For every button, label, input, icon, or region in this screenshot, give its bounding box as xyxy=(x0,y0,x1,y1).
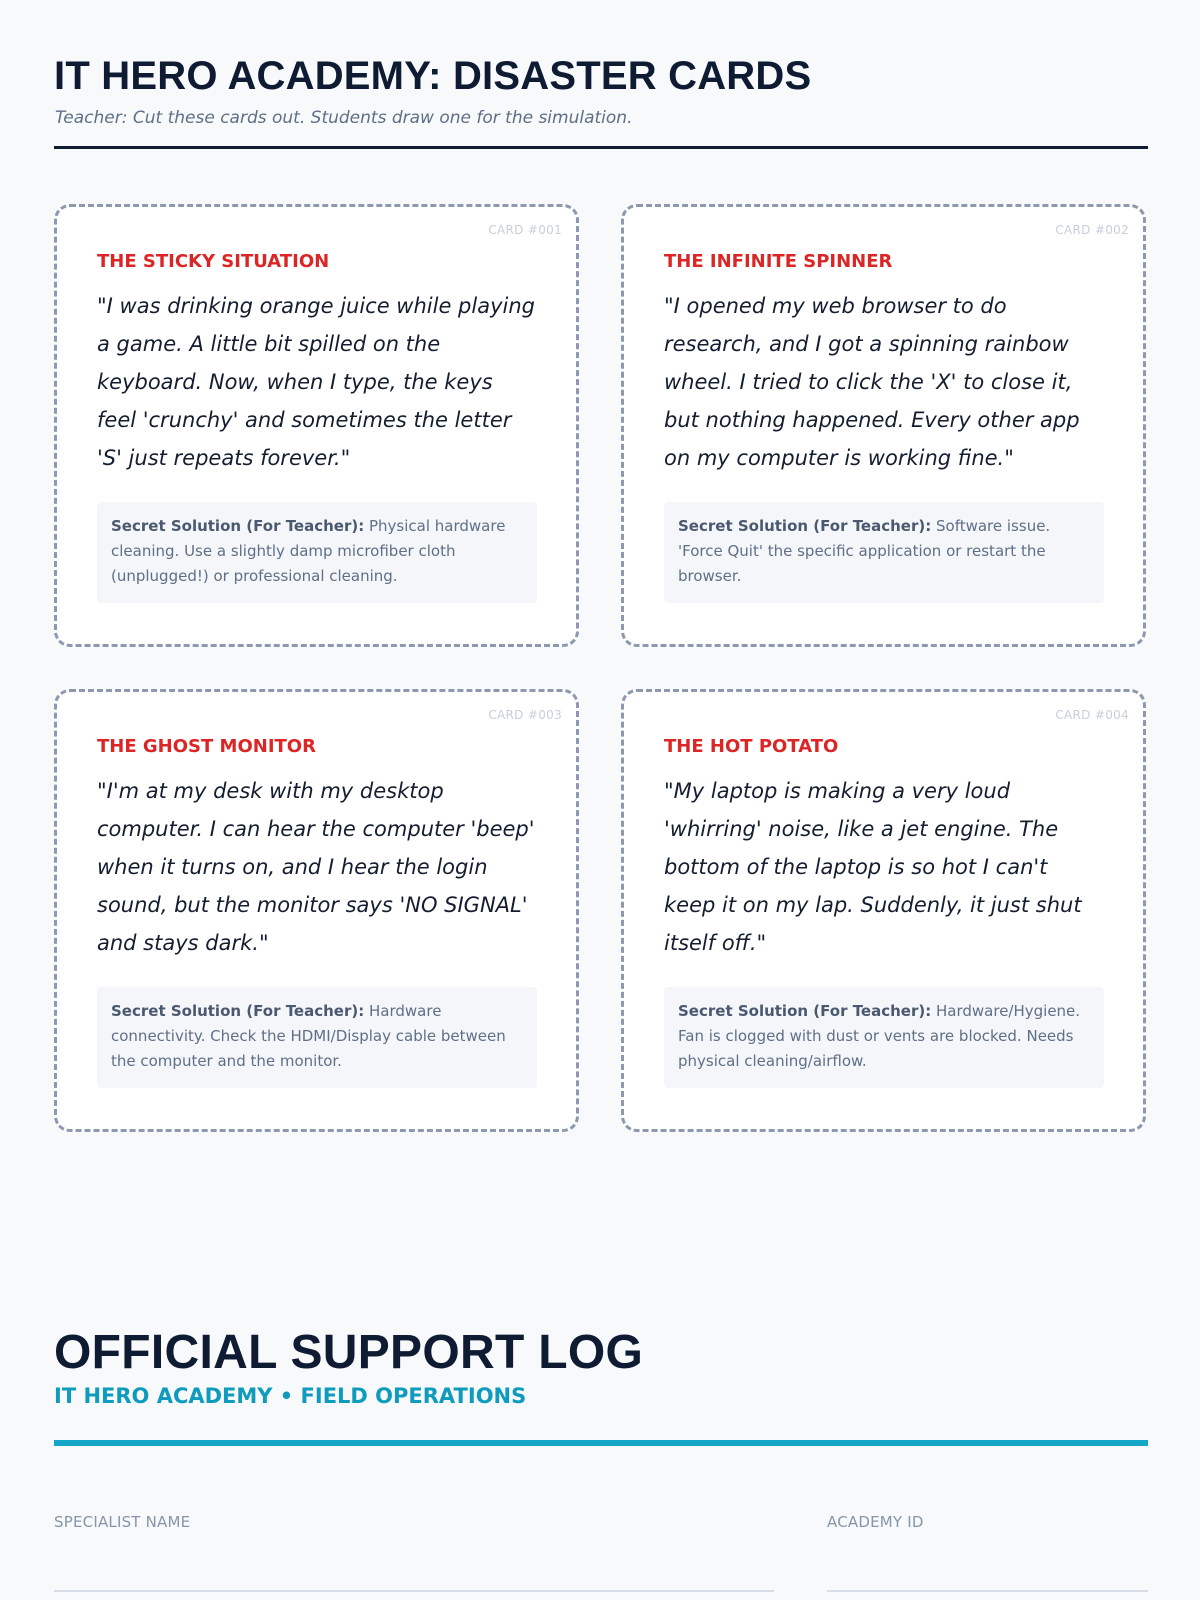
card-id: CARD #003 xyxy=(488,708,562,722)
support-log-title: OFFICIAL SUPPORT LOG xyxy=(54,1326,644,1379)
secret-solution-box xyxy=(664,502,1104,603)
card-quote: "I was drinking orange juice while playing a game. A little bit spilled on the keyboard. Now, when I type, the keys feel 'crunchy' and sometimes the letter 'S' just repeats forever." xyxy=(97,294,535,470)
card-quote: "I'm at my desk with my desktop computer. I can hear the computer 'beep' when it turns on, and I hear the login sound, but the monitor says 'NO SIGNAL' and stays dark." xyxy=(97,779,535,955)
solution-text: Hardware connectivity. Check the HDMI/Display cable between the computer and the monitor. xyxy=(111,1002,506,1070)
card-id: CARD #001 xyxy=(488,223,562,237)
solution-label: Secret Solution (For Teacher): xyxy=(111,517,365,535)
card-title: THE INFINITE SPINNER xyxy=(664,251,893,272)
disaster-card-2 xyxy=(621,204,1146,647)
specialist-name-label: SPECIALIST NAME xyxy=(54,1513,191,1531)
secret-solution-box xyxy=(664,987,1104,1088)
solution-label: Secret Solution (For Teacher): xyxy=(678,1002,932,1020)
solution-text: Physical hardware cleaning. Use a slightly damp microfiber cloth (unplugged!) or professional cleaning. xyxy=(111,517,506,585)
support-log-divider xyxy=(54,1440,1148,1446)
disaster-card-4 xyxy=(621,689,1146,1132)
academy-id-label: ACADEMY ID xyxy=(827,1513,924,1531)
title-divider xyxy=(54,146,1148,149)
solution-label: Secret Solution (For Teacher): xyxy=(678,517,932,535)
card-id: CARD #002 xyxy=(1055,223,1129,237)
secret-solution-box xyxy=(97,502,537,603)
card-id: CARD #004 xyxy=(1055,708,1129,722)
academy-id-field[interactable] xyxy=(827,1590,1148,1592)
secret-solution-box xyxy=(97,987,537,1088)
support-log-subtitle: IT HERO ACADEMY • FIELD OPERATIONS xyxy=(54,1384,527,1408)
page-subtitle: Teacher: Cut these cards out. Students draw one for the simulation. xyxy=(55,108,633,128)
solution-label: Secret Solution (For Teacher): xyxy=(111,1002,365,1020)
card-title: THE GHOST MONITOR xyxy=(97,736,316,757)
disaster-card-1 xyxy=(54,204,579,647)
disaster-card-3 xyxy=(54,689,579,1132)
solution-text: Hardware/Hygiene. Fan is clogged with dust or vents are blocked. Needs physical cleaning/airflow. xyxy=(678,1002,1081,1070)
card-quote: "I opened my web browser to do research, and I got a spinning rainbow wheel. I tried to click the 'X' to close it, but nothing happened. Every other app on my computer is working fine." xyxy=(664,294,1080,470)
card-title: THE STICKY SITUATION xyxy=(97,251,330,272)
specialist-name-field[interactable] xyxy=(54,1590,774,1592)
card-quote: "My laptop is making a very loud 'whirring' noise, like a jet engine. The bottom of the laptop is so hot I can't keep it on my lap. Suddenly, it just shut itself off." xyxy=(664,779,1082,955)
page-title: IT HERO ACADEMY: DISASTER CARDS xyxy=(54,54,812,98)
card-title: THE HOT POTATO xyxy=(664,736,839,757)
solution-text: Software issue. 'Force Quit' the specific application or restart the browser. xyxy=(678,517,1051,585)
